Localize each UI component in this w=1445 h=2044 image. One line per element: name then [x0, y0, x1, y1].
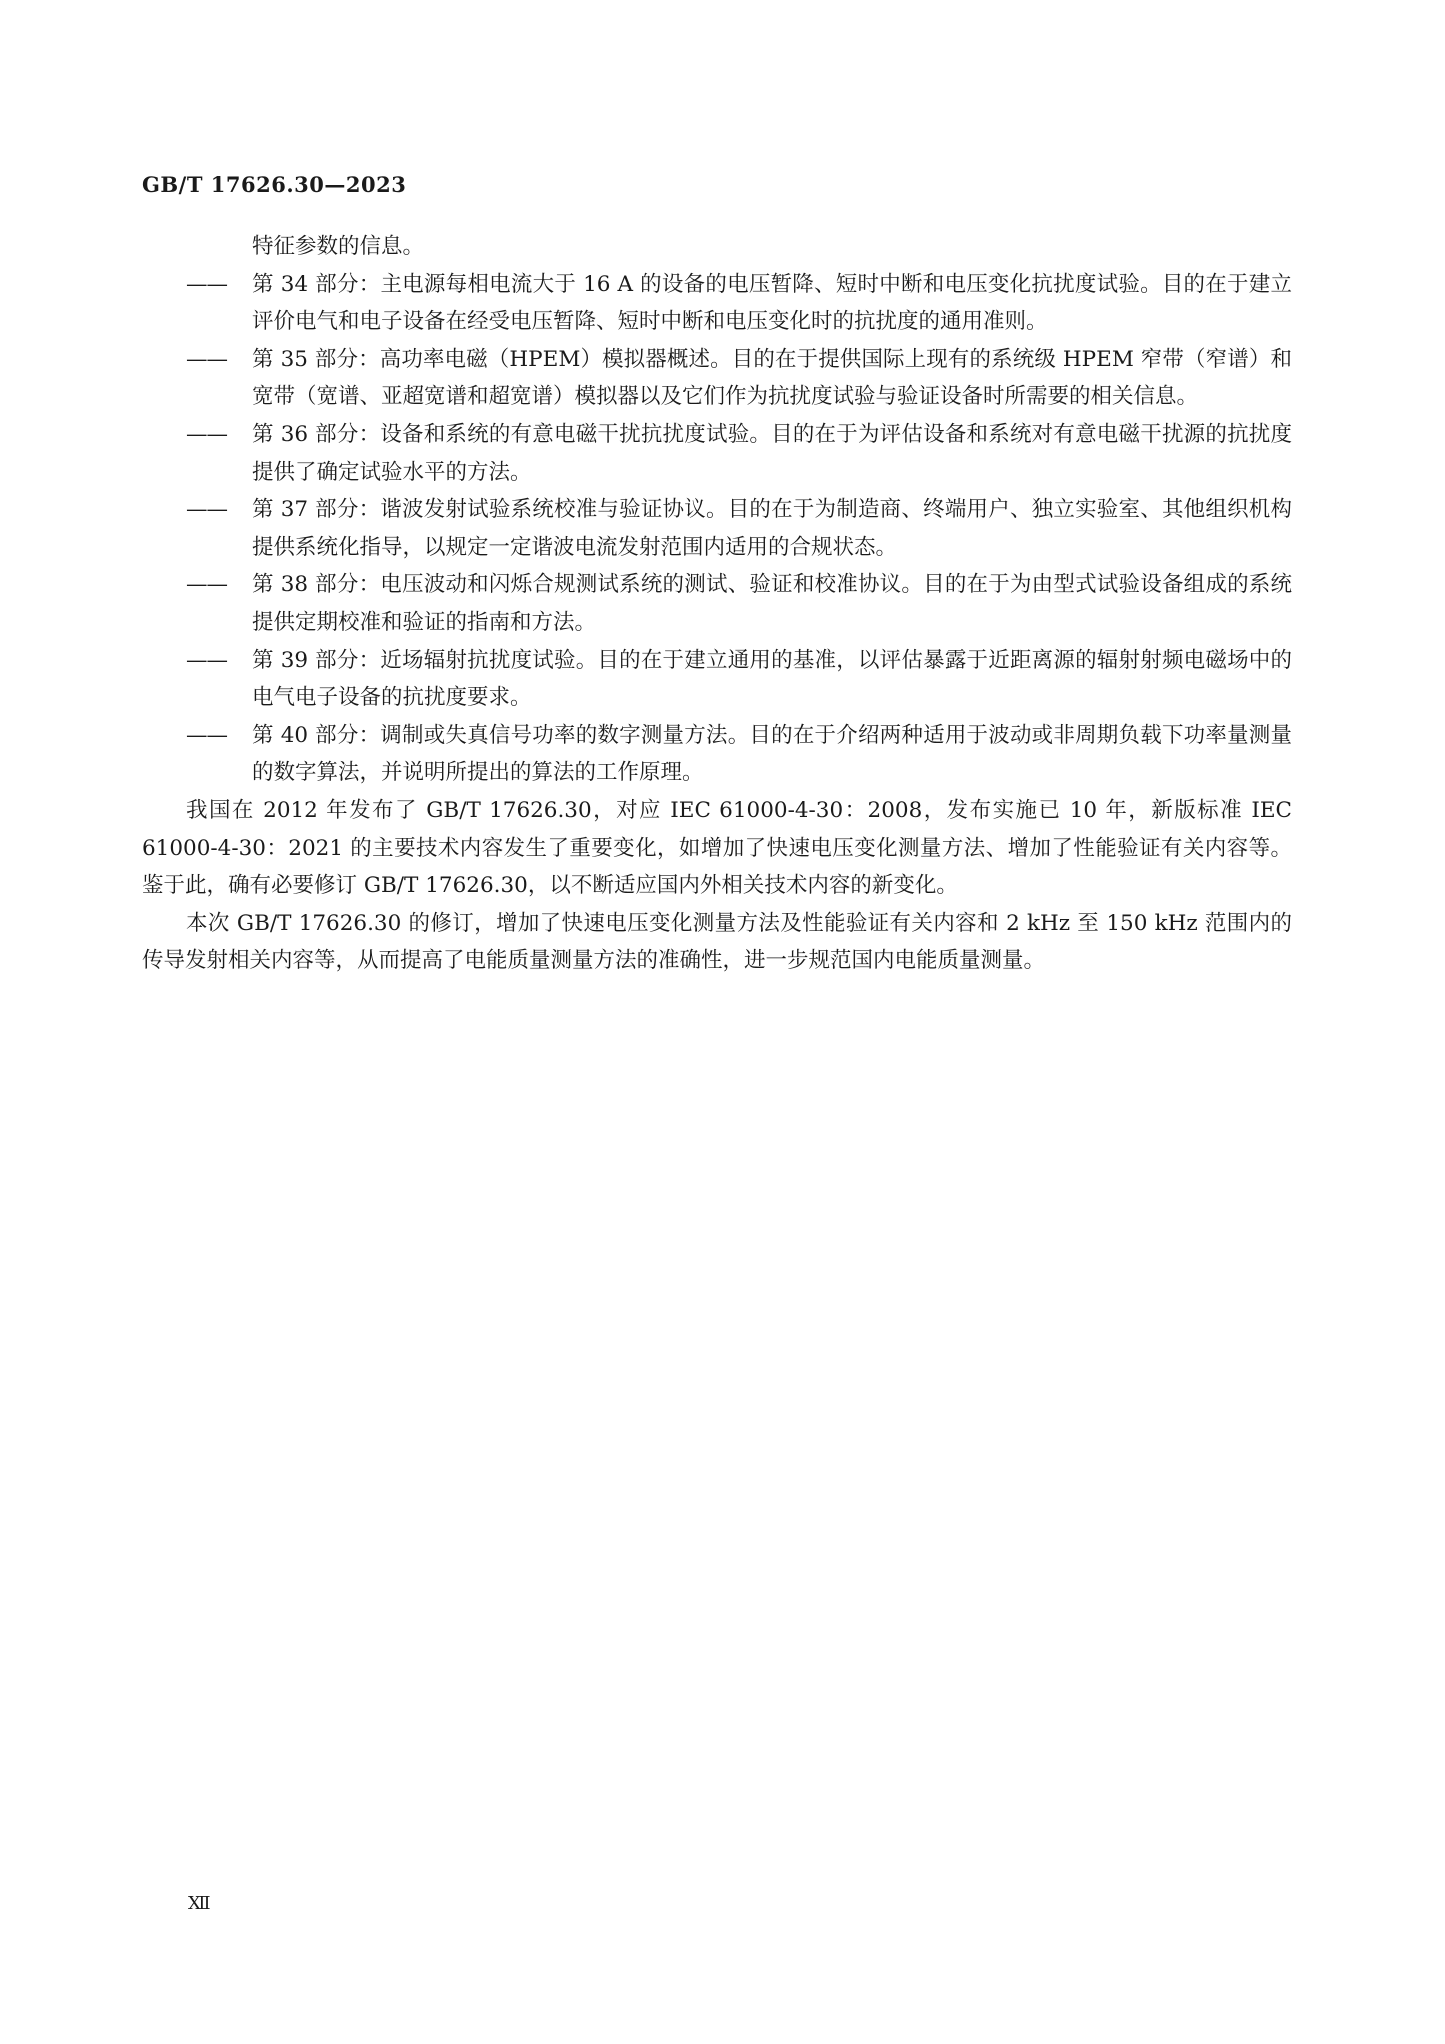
page-number: Ⅻ	[188, 1893, 211, 1914]
list-item-part-39	[142, 642, 1292, 717]
paragraph-revision-summary: 本次 GB/T 17626.30 的修订，增加了快速电压变化测量方法及性能验证有关内容和 2 kHz 至 150 kHz 范围内的传导发射相关内容等，从而提高了电能质量测量方法的准确性，进一步规范国内电能质量测量。	[142, 910, 1292, 974]
list-item-part-36	[142, 416, 1292, 491]
list-item-text: 第 37 部分：谐波发射试验系统校准与验证协议。目的在于为制造商、终端用户、独立实验室、其他组织机构提供系统化指导，以规定一定谐波电流发射范围内适用的合规状态。	[252, 497, 1292, 560]
list-item-text: 第 35 部分：高功率电磁（HPEM）模拟器概述。目的在于提供国际上现有的系统级 HPEM 窄带（窄谱）和宽带（宽谱、亚超宽谱和超宽谱）模拟器以及它们作为抗扰度试验与验证设备时所需要的相关信息。	[252, 346, 1292, 410]
list-item-part-35	[142, 341, 1292, 416]
list-item-text: 第 34 部分：主电源每相电流大于 16 A 的设备的电压暂降、短时中断和电压变化抗扰度试验。目的在于建立评价电气和电子设备在经受电压暂降、短时中断和电压变化时的抗扰度的通用准则。	[252, 271, 1292, 335]
list-item-part-38	[142, 566, 1292, 641]
standard-code-header: GB/T 17626.30—2023	[142, 172, 407, 197]
paragraph-revision-background: 我国在 2012 年发布了 GB/T 17626.30，对应 IEC 61000-4-30：2008，发布实施已 10 年，新版标准 IEC 61000-4-30：2021 的主要技术内容发生了重要变化，如增加了快速电压变化测量方法、增加了性能验证有关内容等。鉴于此，确有必要修订 GB/T 17626.30，以不断适应国内外相关技术内容的新变化。	[142, 797, 1292, 899]
list-dash: ——	[186, 722, 227, 748]
list-dash: ——	[186, 572, 227, 598]
list-dash: ——	[186, 346, 227, 372]
continuation-line: 特征参数的信息。	[252, 234, 425, 259]
list-item-text: 第 40 部分：调制或失真信号功率的数字测量方法。目的在于介绍两种适用于波动或非周期负载下功率量测量的数字算法，并说明所提出的算法的工作原理。	[252, 722, 1292, 786]
list-dash: ——	[186, 497, 227, 523]
list-item-part-34	[142, 266, 1292, 341]
list-item-text: 第 38 部分：电压波动和闪烁合规测试系统的测试、验证和校准协议。目的在于为由型式试验设备组成的系统提供定期校准和验证的指南和方法。	[252, 572, 1292, 635]
document-body	[142, 228, 1292, 980]
list-item-part-40	[142, 717, 1292, 792]
list-dash: ——	[186, 421, 227, 447]
list-dash: ——	[186, 647, 227, 673]
list-item-text: 第 36 部分：设备和系统的有意电磁干扰抗扰度试验。目的在于为评估设备和系统对有意电磁干扰源的抗扰度提供了确定试验水平的方法。	[252, 421, 1292, 485]
list-dash: ——	[186, 271, 227, 297]
list-item-text: 第 39 部分：近场辐射抗扰度试验。目的在于建立通用的基准，以评估暴露于近距离源的辐射射频电磁场中的电气电子设备的抗扰度要求。	[252, 647, 1292, 711]
list-item-part-37	[142, 491, 1292, 566]
